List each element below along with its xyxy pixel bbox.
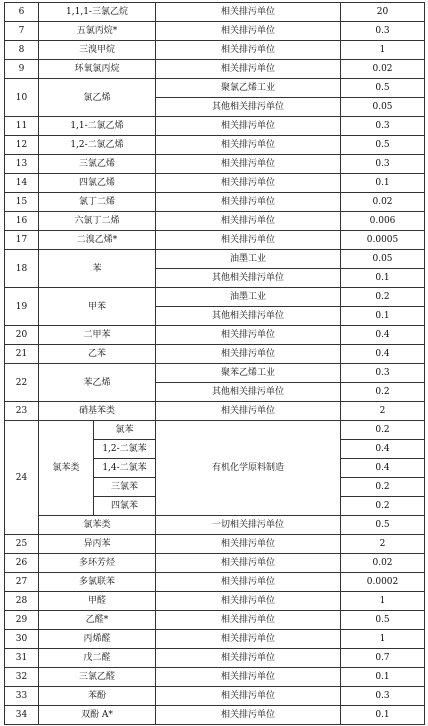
limit-value: 0.7 bbox=[341, 649, 425, 668]
limit-value: 0.3 bbox=[341, 117, 425, 136]
row-number: 6 bbox=[5, 3, 39, 22]
table-row bbox=[5, 326, 425, 345]
limit-value: 0.1 bbox=[341, 706, 425, 725]
pollutant-name: 苯酚 bbox=[39, 687, 156, 706]
limit-value: 0.5 bbox=[341, 516, 425, 535]
row-number: 13 bbox=[5, 155, 39, 174]
table-row bbox=[5, 231, 425, 250]
row-number: 29 bbox=[5, 611, 39, 630]
table-row bbox=[5, 611, 425, 630]
limit-value: 0.1 bbox=[341, 269, 425, 288]
limit-value: 0.2 bbox=[341, 478, 425, 497]
limit-value: 0.5 bbox=[341, 611, 425, 630]
table-row bbox=[5, 60, 425, 79]
row-number: 9 bbox=[5, 60, 39, 79]
pollutant-name: 乙醛* bbox=[39, 611, 156, 630]
row-number: 8 bbox=[5, 41, 39, 60]
row-number: 11 bbox=[5, 117, 39, 136]
table-row bbox=[5, 193, 425, 212]
pollutant-subname: 四氯苯 bbox=[94, 497, 156, 516]
applicable-scope: 相关排污单位 bbox=[156, 155, 341, 174]
limit-value: 0.2 bbox=[341, 421, 425, 440]
pollutant-name: 二甲苯 bbox=[39, 326, 156, 345]
limit-value: 0.4 bbox=[341, 345, 425, 364]
applicable-scope: 相关排污单位 bbox=[156, 630, 341, 649]
pollutant-subname: 氯苯 bbox=[94, 421, 156, 440]
pollutant-group-name: 氯苯类 bbox=[39, 421, 94, 516]
row-number: 18 bbox=[5, 250, 39, 288]
limit-value: 0.05 bbox=[341, 98, 425, 117]
table-row bbox=[5, 117, 425, 136]
limit-value: 0.3 bbox=[341, 22, 425, 41]
row-number: 28 bbox=[5, 592, 39, 611]
pollutant-name: 环氧氯丙烷 bbox=[39, 60, 156, 79]
table-row bbox=[5, 649, 425, 668]
limit-value: 0.1 bbox=[341, 668, 425, 687]
pollutant-name: 多氯联苯 bbox=[39, 573, 156, 592]
applicable-scope: 相关排污单位 bbox=[156, 117, 341, 136]
applicable-scope: 其他相关排污单位 bbox=[156, 383, 341, 402]
applicable-scope: 一切相关排污单位 bbox=[156, 516, 341, 535]
limit-value: 0.2 bbox=[341, 383, 425, 402]
limit-value: 0.2 bbox=[341, 497, 425, 516]
limit-value: 0.05 bbox=[341, 250, 425, 269]
pollutant-name: 丙烯醛 bbox=[39, 630, 156, 649]
limit-value: 0.006 bbox=[341, 212, 425, 231]
limit-value: 2 bbox=[341, 535, 425, 554]
table-row bbox=[5, 41, 425, 60]
pollutant-name: 氯丁二烯 bbox=[39, 193, 156, 212]
applicable-scope: 相关排污单位 bbox=[156, 592, 341, 611]
applicable-scope: 相关排污单位 bbox=[156, 136, 341, 155]
table-row bbox=[5, 174, 425, 193]
limit-value: 0.02 bbox=[341, 60, 425, 79]
table-row bbox=[5, 535, 425, 554]
pollutant-name: 1,1-二氯乙烯 bbox=[39, 117, 156, 136]
limit-value: 1 bbox=[341, 592, 425, 611]
pollutant-name: 三氯乙醛 bbox=[39, 668, 156, 687]
row-number: 12 bbox=[5, 136, 39, 155]
applicable-scope: 相关排污单位 bbox=[156, 554, 341, 573]
pollutant-name: 戊二醛 bbox=[39, 649, 156, 668]
applicable-scope: 相关排污单位 bbox=[156, 212, 341, 231]
table-row bbox=[5, 79, 425, 98]
pollutant-name: 四氯乙烯 bbox=[39, 174, 156, 193]
table-row bbox=[5, 364, 425, 383]
pollutant-name: 氯乙烯 bbox=[39, 79, 156, 117]
pollutant-name: 多环芳烃 bbox=[39, 554, 156, 573]
row-number: 27 bbox=[5, 573, 39, 592]
limit-value: 0.5 bbox=[341, 136, 425, 155]
pollutant-name: 三溴甲烷 bbox=[39, 41, 156, 60]
table-row bbox=[5, 554, 425, 573]
limit-value: 1 bbox=[341, 41, 425, 60]
pollutant-subname: 1,2-二氯苯 bbox=[94, 440, 156, 459]
limit-value: 0.0005 bbox=[341, 231, 425, 250]
pollutant-name: 甲醛 bbox=[39, 592, 156, 611]
pollutant-name: 二溴乙烯* bbox=[39, 231, 156, 250]
row-number: 30 bbox=[5, 630, 39, 649]
applicable-scope: 相关排污单位 bbox=[156, 611, 341, 630]
table-row bbox=[5, 155, 425, 174]
pollutant-subname: 1,4-二氯苯 bbox=[94, 459, 156, 478]
pollutant-name: 氯苯类 bbox=[39, 516, 156, 535]
applicable-scope: 相关排污单位 bbox=[156, 345, 341, 364]
pollutant-name: 双酚 A* bbox=[39, 706, 156, 725]
applicable-scope: 其他相关排污单位 bbox=[156, 269, 341, 288]
limit-value: 0.4 bbox=[341, 440, 425, 459]
pollutant-name: 1,1,1-三氯乙烷 bbox=[39, 3, 156, 22]
applicable-scope: 相关排污单位 bbox=[156, 687, 341, 706]
table-row bbox=[5, 706, 425, 725]
limit-value: 0.5 bbox=[341, 79, 425, 98]
applicable-scope: 相关排污单位 bbox=[156, 706, 341, 725]
pollutant-subname: 三氯苯 bbox=[94, 478, 156, 497]
row-number: 21 bbox=[5, 345, 39, 364]
limit-value: 0.3 bbox=[341, 687, 425, 706]
table-row bbox=[5, 288, 425, 307]
row-number: 16 bbox=[5, 212, 39, 231]
row-number: 14 bbox=[5, 174, 39, 193]
table-row bbox=[5, 592, 425, 611]
pollutant-name: 甲苯 bbox=[39, 288, 156, 326]
applicable-scope: 聚苯乙烯工业 bbox=[156, 364, 341, 383]
table-row bbox=[5, 630, 425, 649]
limit-value: 0.0002 bbox=[341, 573, 425, 592]
limit-value: 2 bbox=[341, 402, 425, 421]
table-row bbox=[5, 3, 425, 22]
table-row bbox=[5, 402, 425, 421]
applicable-scope: 相关排污单位 bbox=[156, 193, 341, 212]
table-row bbox=[5, 516, 425, 535]
limit-value: 0.1 bbox=[341, 174, 425, 193]
row-number: 25 bbox=[5, 535, 39, 554]
row-number: 22 bbox=[5, 364, 39, 402]
limit-value: 0.3 bbox=[341, 364, 425, 383]
limit-value: 0.4 bbox=[341, 326, 425, 345]
applicable-scope: 相关排污单位 bbox=[156, 22, 341, 41]
row-number: 10 bbox=[5, 79, 39, 117]
limit-value: 1 bbox=[341, 630, 425, 649]
applicable-scope: 其他相关排污单位 bbox=[156, 98, 341, 117]
row-number: 20 bbox=[5, 326, 39, 345]
pollutant-name: 五氯丙烷* bbox=[39, 22, 156, 41]
applicable-scope: 油墨工业 bbox=[156, 250, 341, 269]
pollutant-name: 苯 bbox=[39, 250, 156, 288]
pollutant-name: 三氯乙烯 bbox=[39, 155, 156, 174]
row-number: 24 bbox=[5, 421, 39, 535]
row-number: 32 bbox=[5, 668, 39, 687]
row-number: 34 bbox=[5, 706, 39, 725]
applicable-scope: 有机化学原料制造 bbox=[156, 421, 341, 516]
applicable-scope: 相关排污单位 bbox=[156, 174, 341, 193]
pollutant-name: 1,2-二氯乙烯 bbox=[39, 136, 156, 155]
row-number: 23 bbox=[5, 402, 39, 421]
applicable-scope: 相关排污单位 bbox=[156, 3, 341, 22]
applicable-scope: 相关排污单位 bbox=[156, 231, 341, 250]
row-number: 7 bbox=[5, 22, 39, 41]
row-number: 19 bbox=[5, 288, 39, 326]
limit-value: 0.1 bbox=[341, 307, 425, 326]
applicable-scope: 相关排污单位 bbox=[156, 41, 341, 60]
table-row bbox=[5, 136, 425, 155]
applicable-scope: 相关排污单位 bbox=[156, 60, 341, 79]
row-number: 15 bbox=[5, 193, 39, 212]
pollutant-limits-table bbox=[4, 2, 425, 725]
applicable-scope: 相关排污单位 bbox=[156, 573, 341, 592]
applicable-scope: 相关排污单位 bbox=[156, 326, 341, 345]
applicable-scope: 相关排污单位 bbox=[156, 649, 341, 668]
table-row bbox=[5, 212, 425, 231]
pollutant-name: 异丙苯 bbox=[39, 535, 156, 554]
pollutant-name: 硝基苯类 bbox=[39, 402, 156, 421]
limit-value: 0.02 bbox=[341, 554, 425, 573]
limit-value: 0.4 bbox=[341, 459, 425, 478]
pollutant-name: 苯乙烯 bbox=[39, 364, 156, 402]
applicable-scope: 相关排污单位 bbox=[156, 402, 341, 421]
limit-value: 0.02 bbox=[341, 193, 425, 212]
pollutant-name: 乙苯 bbox=[39, 345, 156, 364]
row-number: 17 bbox=[5, 231, 39, 250]
table-row bbox=[5, 250, 425, 269]
limit-value: 0.3 bbox=[341, 155, 425, 174]
table-row bbox=[5, 345, 425, 364]
row-number: 31 bbox=[5, 649, 39, 668]
applicable-scope: 相关排污单位 bbox=[156, 535, 341, 554]
row-number: 33 bbox=[5, 687, 39, 706]
applicable-scope: 聚氯乙烯工业 bbox=[156, 79, 341, 98]
table-row bbox=[5, 668, 425, 687]
table-row bbox=[5, 573, 425, 592]
limit-value: 0.2 bbox=[341, 288, 425, 307]
row-number: 26 bbox=[5, 554, 39, 573]
applicable-scope: 相关排污单位 bbox=[156, 668, 341, 687]
table-row bbox=[5, 22, 425, 41]
limit-value: 20 bbox=[341, 3, 425, 22]
table-row bbox=[5, 687, 425, 706]
applicable-scope: 油墨工业 bbox=[156, 288, 341, 307]
applicable-scope: 其他相关排污单位 bbox=[156, 307, 341, 326]
pollutant-name: 六氯丁二烯 bbox=[39, 212, 156, 231]
table-row bbox=[5, 421, 425, 440]
